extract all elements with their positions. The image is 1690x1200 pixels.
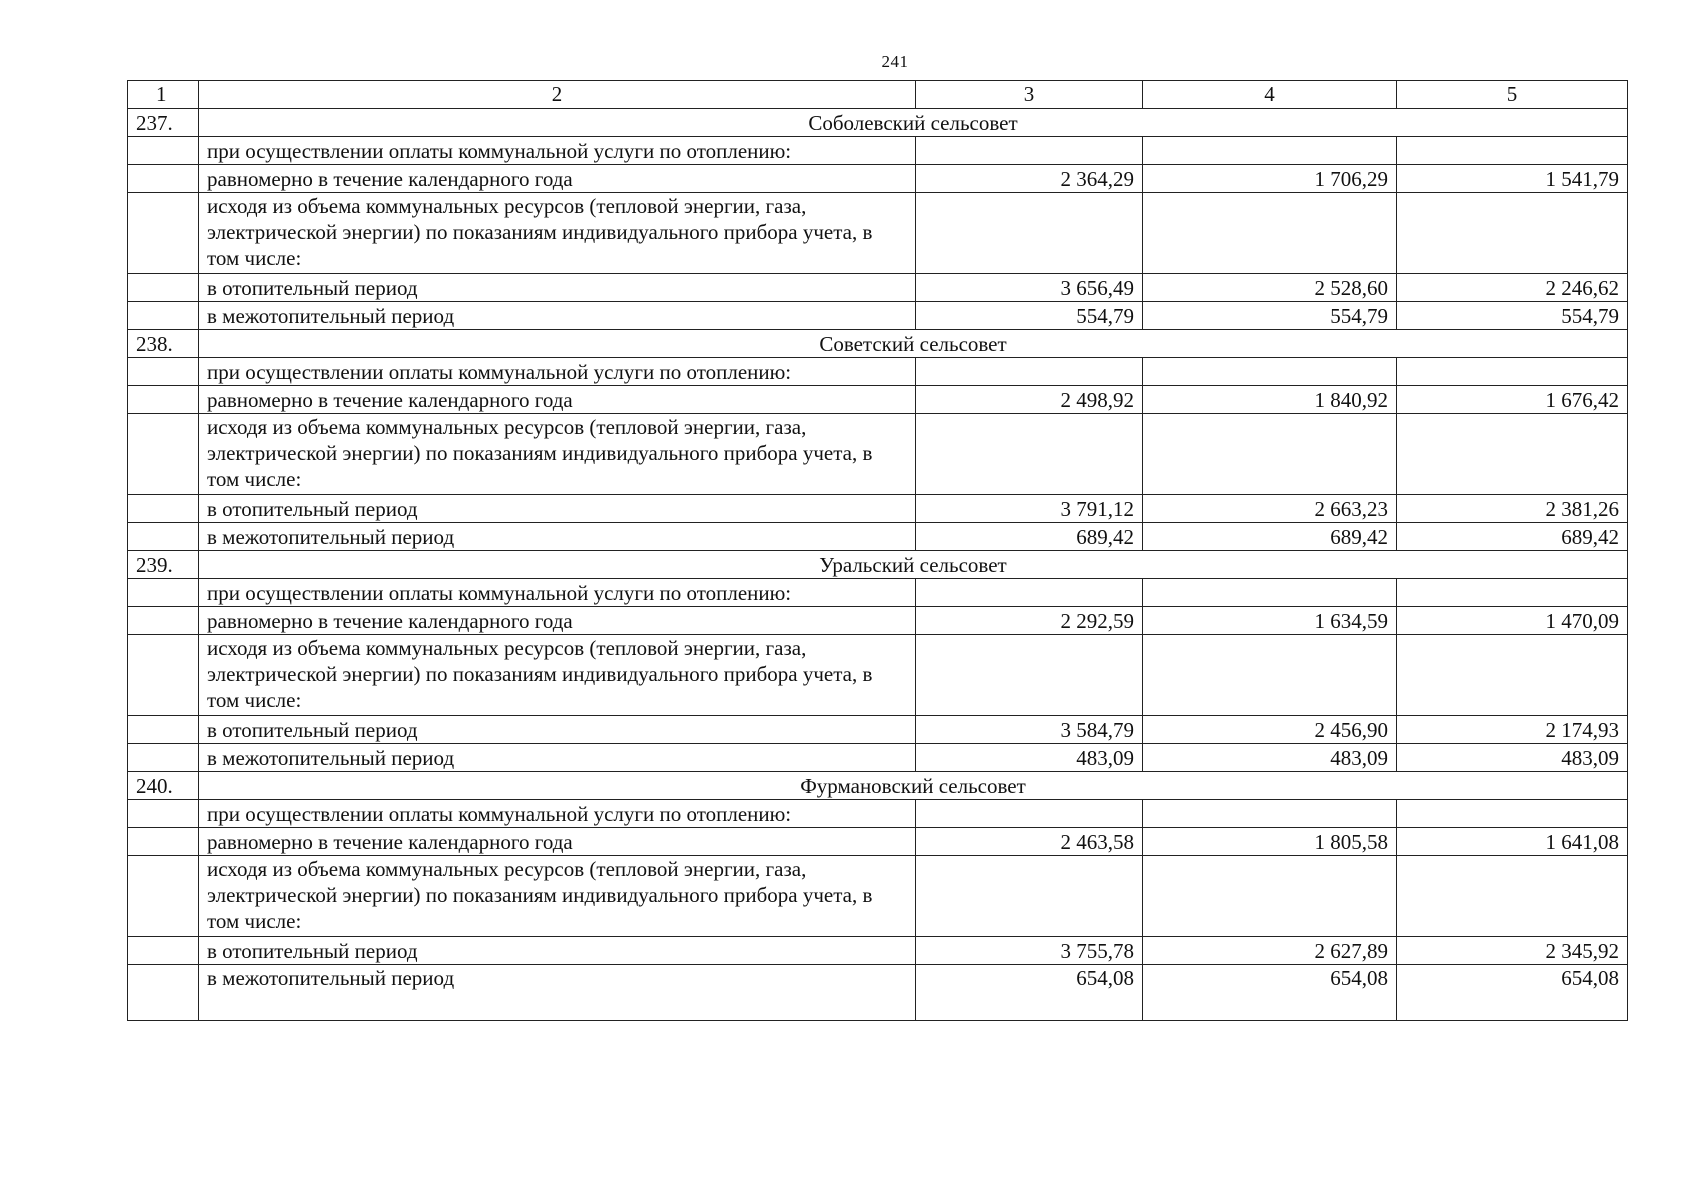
row-description: равномерно в течение календарного года bbox=[199, 386, 916, 414]
value-col-3 bbox=[916, 137, 1143, 165]
row-description: исходя из объема коммунальных ресурсов (тепловой энергии, газа, электрической энергии) по показаниям индивидуального прибора учета, в том числе: bbox=[199, 635, 916, 716]
row-description: в межотопительный период bbox=[199, 523, 916, 551]
value-col-4: 1 706,29 bbox=[1143, 165, 1397, 193]
value-col-4 bbox=[1143, 358, 1397, 386]
row-number-cell bbox=[128, 635, 199, 716]
section-header-row bbox=[128, 772, 1628, 800]
row-number-cell bbox=[128, 523, 199, 551]
value-col-4 bbox=[1143, 137, 1397, 165]
section-header-row bbox=[128, 109, 1628, 137]
section-title: Советский сельсовет bbox=[199, 330, 1628, 358]
row-description: равномерно в течение календарного года bbox=[199, 607, 916, 635]
table-row bbox=[128, 193, 1628, 274]
row-number-cell bbox=[128, 828, 199, 856]
column-header: 5 bbox=[1397, 81, 1628, 109]
value-col-5: 689,42 bbox=[1397, 523, 1628, 551]
row-description: в отопительный период bbox=[199, 495, 916, 523]
value-col-5: 2 174,93 bbox=[1397, 716, 1628, 744]
value-col-4 bbox=[1143, 856, 1397, 937]
value-col-3: 2 292,59 bbox=[916, 607, 1143, 635]
row-number-cell bbox=[128, 302, 199, 330]
value-col-5 bbox=[1397, 635, 1628, 716]
value-col-4: 483,09 bbox=[1143, 744, 1397, 772]
section-title: Соболевский сельсовет bbox=[199, 109, 1628, 137]
tariff-table-body bbox=[128, 81, 1628, 1021]
value-col-3: 2 463,58 bbox=[916, 828, 1143, 856]
value-col-3 bbox=[916, 358, 1143, 386]
row-description: в отопительный период bbox=[199, 937, 916, 965]
row-description: в межотопительный период bbox=[199, 302, 916, 330]
value-col-4 bbox=[1143, 635, 1397, 716]
value-col-4: 1 634,59 bbox=[1143, 607, 1397, 635]
value-col-4: 654,08 bbox=[1143, 965, 1397, 1021]
value-col-3: 2 498,92 bbox=[916, 386, 1143, 414]
value-col-5 bbox=[1397, 137, 1628, 165]
row-description: исходя из объема коммунальных ресурсов (тепловой энергии, газа, электрической энергии) по показаниям индивидуального прибора учета, в том числе: bbox=[199, 414, 916, 495]
value-col-5 bbox=[1397, 193, 1628, 274]
row-number-cell bbox=[128, 358, 199, 386]
row-number-cell bbox=[128, 937, 199, 965]
row-number-cell bbox=[128, 274, 199, 302]
row-description: в отопительный период bbox=[199, 274, 916, 302]
section-title: Фурмановский сельсовет bbox=[199, 772, 1628, 800]
value-col-3 bbox=[916, 635, 1143, 716]
value-col-5: 2 246,62 bbox=[1397, 274, 1628, 302]
row-description: равномерно в течение календарного года bbox=[199, 165, 916, 193]
value-col-3: 3 656,49 bbox=[916, 274, 1143, 302]
table-row bbox=[128, 607, 1628, 635]
table-row bbox=[128, 358, 1628, 386]
value-col-3: 689,42 bbox=[916, 523, 1143, 551]
value-col-3 bbox=[916, 193, 1143, 274]
value-col-3: 483,09 bbox=[916, 744, 1143, 772]
table-row bbox=[128, 856, 1628, 937]
row-number-cell bbox=[128, 744, 199, 772]
row-number-cell bbox=[128, 137, 199, 165]
section-number: 238. bbox=[128, 330, 199, 358]
row-number-cell bbox=[128, 716, 199, 744]
value-col-5: 1 541,79 bbox=[1397, 165, 1628, 193]
value-col-4 bbox=[1143, 193, 1397, 274]
column-header: 2 bbox=[199, 81, 916, 109]
section-number: 237. bbox=[128, 109, 199, 137]
value-col-5 bbox=[1397, 579, 1628, 607]
value-col-5: 554,79 bbox=[1397, 302, 1628, 330]
value-col-3 bbox=[916, 414, 1143, 495]
value-col-5: 1 676,42 bbox=[1397, 386, 1628, 414]
row-description: в отопительный период bbox=[199, 716, 916, 744]
table-row bbox=[128, 635, 1628, 716]
value-col-3 bbox=[916, 800, 1143, 828]
tariff-table bbox=[127, 80, 1628, 1021]
value-col-3 bbox=[916, 856, 1143, 937]
column-header: 1 bbox=[128, 81, 199, 109]
row-description: в межотопительный период bbox=[199, 744, 916, 772]
value-col-4: 1 805,58 bbox=[1143, 828, 1397, 856]
row-number-cell bbox=[128, 193, 199, 274]
row-number-cell bbox=[128, 165, 199, 193]
table-row bbox=[128, 828, 1628, 856]
value-col-5 bbox=[1397, 856, 1628, 937]
value-col-4: 554,79 bbox=[1143, 302, 1397, 330]
value-col-4: 1 840,92 bbox=[1143, 386, 1397, 414]
row-number-cell bbox=[128, 386, 199, 414]
row-number-cell bbox=[128, 579, 199, 607]
value-col-3: 3 791,12 bbox=[916, 495, 1143, 523]
value-col-5 bbox=[1397, 414, 1628, 495]
value-col-4 bbox=[1143, 414, 1397, 495]
value-col-3: 3 755,78 bbox=[916, 937, 1143, 965]
table-row bbox=[128, 414, 1628, 495]
row-description: в межотопительный период bbox=[199, 965, 916, 1021]
value-col-3: 554,79 bbox=[916, 302, 1143, 330]
value-col-4: 2 456,90 bbox=[1143, 716, 1397, 744]
row-description: при осуществлении оплаты коммунальной услуги по отоплению: bbox=[199, 579, 916, 607]
value-col-5 bbox=[1397, 800, 1628, 828]
row-description: при осуществлении оплаты коммунальной услуги по отоплению: bbox=[199, 358, 916, 386]
value-col-4: 2 528,60 bbox=[1143, 274, 1397, 302]
column-header: 3 bbox=[916, 81, 1143, 109]
table-row bbox=[128, 744, 1628, 772]
row-number-cell bbox=[128, 800, 199, 828]
value-col-5 bbox=[1397, 358, 1628, 386]
table-row bbox=[128, 579, 1628, 607]
table-row bbox=[128, 274, 1628, 302]
section-title: Уральский сельсовет bbox=[199, 551, 1628, 579]
value-col-5: 1 470,09 bbox=[1397, 607, 1628, 635]
value-col-4: 2 627,89 bbox=[1143, 937, 1397, 965]
table-row bbox=[128, 716, 1628, 744]
value-col-5: 1 641,08 bbox=[1397, 828, 1628, 856]
row-number-cell bbox=[128, 414, 199, 495]
row-description: при осуществлении оплаты коммунальной услуги по отоплению: bbox=[199, 800, 916, 828]
table-row bbox=[128, 965, 1628, 1021]
table-row bbox=[128, 302, 1628, 330]
table-row bbox=[128, 137, 1628, 165]
page-number: 241 bbox=[881, 52, 909, 71]
row-description: при осуществлении оплаты коммунальной услуги по отоплению: bbox=[199, 137, 916, 165]
value-col-5: 483,09 bbox=[1397, 744, 1628, 772]
row-number-cell bbox=[128, 495, 199, 523]
column-header: 4 bbox=[1143, 81, 1397, 109]
section-header-row bbox=[128, 330, 1628, 358]
value-col-4 bbox=[1143, 579, 1397, 607]
table-row bbox=[128, 165, 1628, 193]
table-row bbox=[128, 800, 1628, 828]
row-description: исходя из объема коммунальных ресурсов (тепловой энергии, газа, электрической энергии) по показаниям индивидуального прибора учета, в том числе: bbox=[199, 856, 916, 937]
value-col-3: 3 584,79 bbox=[916, 716, 1143, 744]
table-row bbox=[128, 386, 1628, 414]
value-col-5: 2 345,92 bbox=[1397, 937, 1628, 965]
row-number-cell bbox=[128, 856, 199, 937]
column-header-row bbox=[128, 81, 1628, 109]
row-number-cell bbox=[128, 965, 199, 1021]
row-description: равномерно в течение календарного года bbox=[199, 828, 916, 856]
section-number: 240. bbox=[128, 772, 199, 800]
value-col-4: 2 663,23 bbox=[1143, 495, 1397, 523]
section-header-row bbox=[128, 551, 1628, 579]
value-col-3 bbox=[916, 579, 1143, 607]
value-col-3: 654,08 bbox=[916, 965, 1143, 1021]
value-col-3: 2 364,29 bbox=[916, 165, 1143, 193]
value-col-4 bbox=[1143, 800, 1397, 828]
row-number-cell bbox=[128, 607, 199, 635]
value-col-5: 654,08 bbox=[1397, 965, 1628, 1021]
table-row bbox=[128, 495, 1628, 523]
table-row bbox=[128, 523, 1628, 551]
value-col-5: 2 381,26 bbox=[1397, 495, 1628, 523]
section-number: 239. bbox=[128, 551, 199, 579]
table-row bbox=[128, 937, 1628, 965]
value-col-4: 689,42 bbox=[1143, 523, 1397, 551]
row-description: исходя из объема коммунальных ресурсов (тепловой энергии, газа, электрической энергии) по показаниям индивидуального прибора учета, в том числе: bbox=[199, 193, 916, 274]
